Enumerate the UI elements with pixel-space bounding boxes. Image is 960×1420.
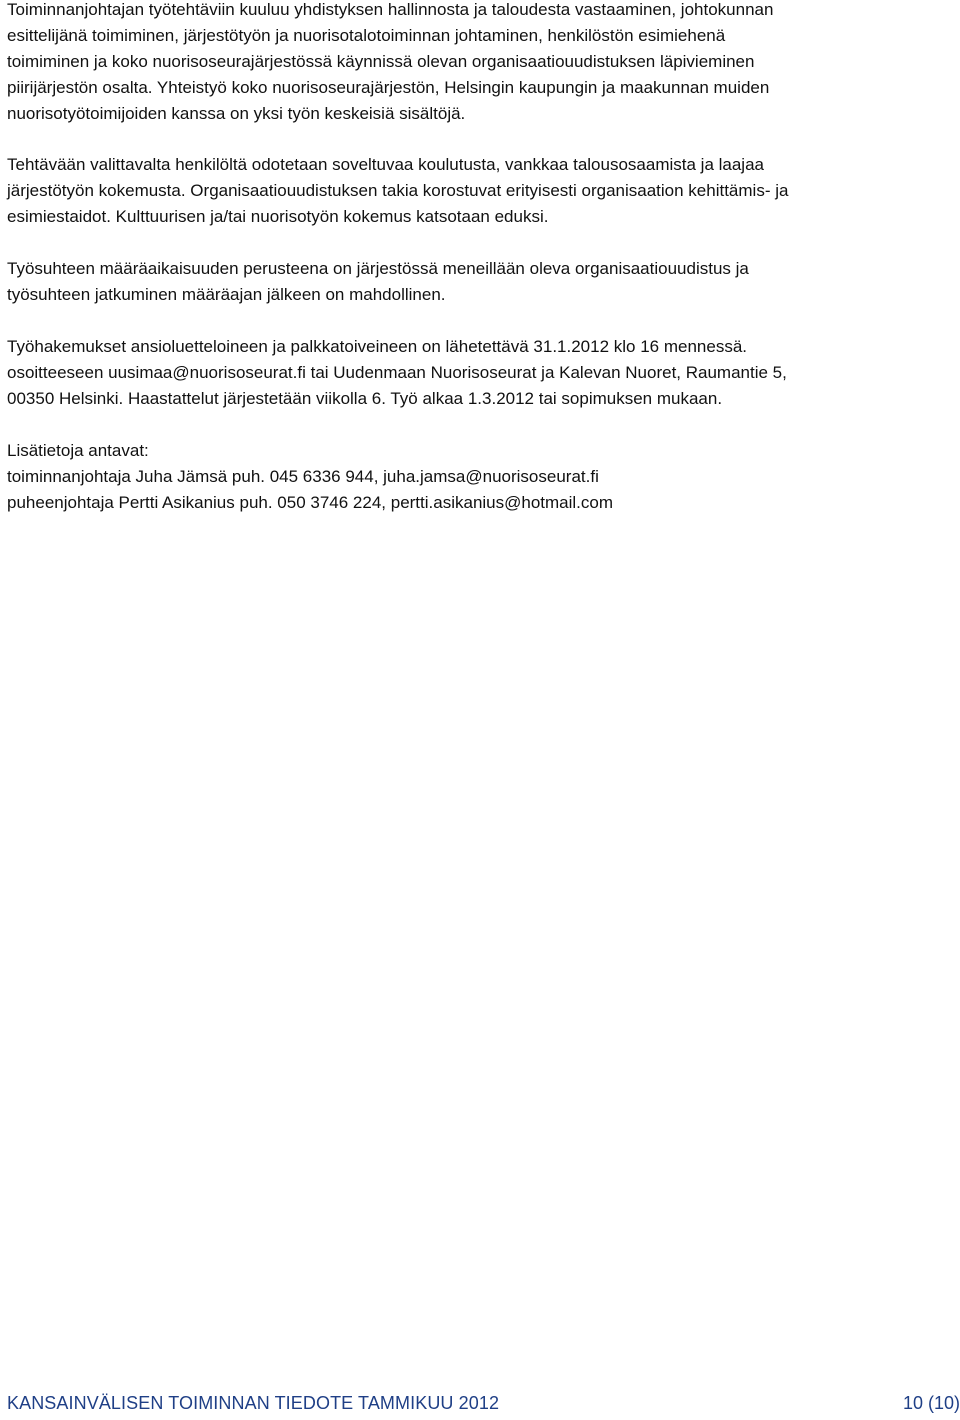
contact-line: puheenjohtaja Pertti Asikanius puh. 050 3746 224, pertti.asikanius@hotmail.com [7,493,614,512]
text-line: esimiestaidot. Kulttuurisen ja/tai nuorisotyön kokemus katsotaan eduksi. [7,207,549,226]
paragraph-requirements [7,152,788,230]
contact-line: toiminnanjohtaja Juha Jämsä puh. 045 6336 944, juha.jamsa@nuorisoseurat.fi [7,467,599,486]
text-line: työsuhteen jatkuminen määräajan jälkeen on mahdollinen. [7,285,446,304]
text-line: piirijärjestön osalta. Yhteistyö koko nuorisoseurajärjestön, Helsingin kaupungin ja maakunnan muiden [7,78,770,97]
text-line: Tehtävään valittavalta henkilöltä odotetaan soveltuvaa koulutusta, vankkaa talousosaamista ja laajaa [7,155,764,174]
paragraph-employment-terms [7,256,749,308]
text-line: 00350 Helsinki. Haastattelut järjestetään viikolla 6. Työ alkaa 1.3.2012 tai sopimuksen mukaan. [7,389,723,408]
paragraph-duties [7,0,773,127]
text-line: toimiminen ja koko nuorisoseurajärjestössä käynnissä olevan organisaatiouudistuksen läpivieminen [7,52,755,71]
page-number: 10 (10) [902,1393,960,1413]
paragraph-contacts [7,438,613,516]
footer-title: KANSAINVÄLISEN TOIMINNAN TIEDOTE TAMMIKUU 2012 [7,1393,500,1413]
text-line: esittelijänä toimiminen, järjestötyön ja nuorisotalotoiminnan johtaminen, henkilöstön esimiehenä [7,26,726,45]
paragraph-application [7,334,787,412]
text-line: Toiminnanjohtajan työtehtäviin kuuluu yhdistyksen hallinnosta ja taloudesta vastaaminen, johtokunnan [7,0,774,19]
contacts-heading: Lisätietoja antavat: [7,441,149,460]
text-line: Työhakemukset ansioluetteloineen ja palkkatoiveineen on lähetettävä 31.1.2012 klo 16 mennessä. [7,337,748,356]
text-line: nuorisotyötoimijoiden kanssa on yksi työn keskeisiä sisältöjä. [7,104,466,123]
page-footer [7,1393,960,1419]
text-line: Työsuhteen määräaikaisuuden perusteena on järjestössä meneillään oleva organisaatiouudistus ja [7,259,749,278]
text-line: järjestötyön kokemusta. Organisaatiouudistuksen takia korostuvat erityisesti organisaation kehittämis- ja [7,181,789,200]
text-line: osoitteeseen uusimaa@nuorisoseurat.fi tai Uudenmaan Nuorisoseurat ja Kalevan Nuoret, Raumantie 5, [7,363,787,382]
